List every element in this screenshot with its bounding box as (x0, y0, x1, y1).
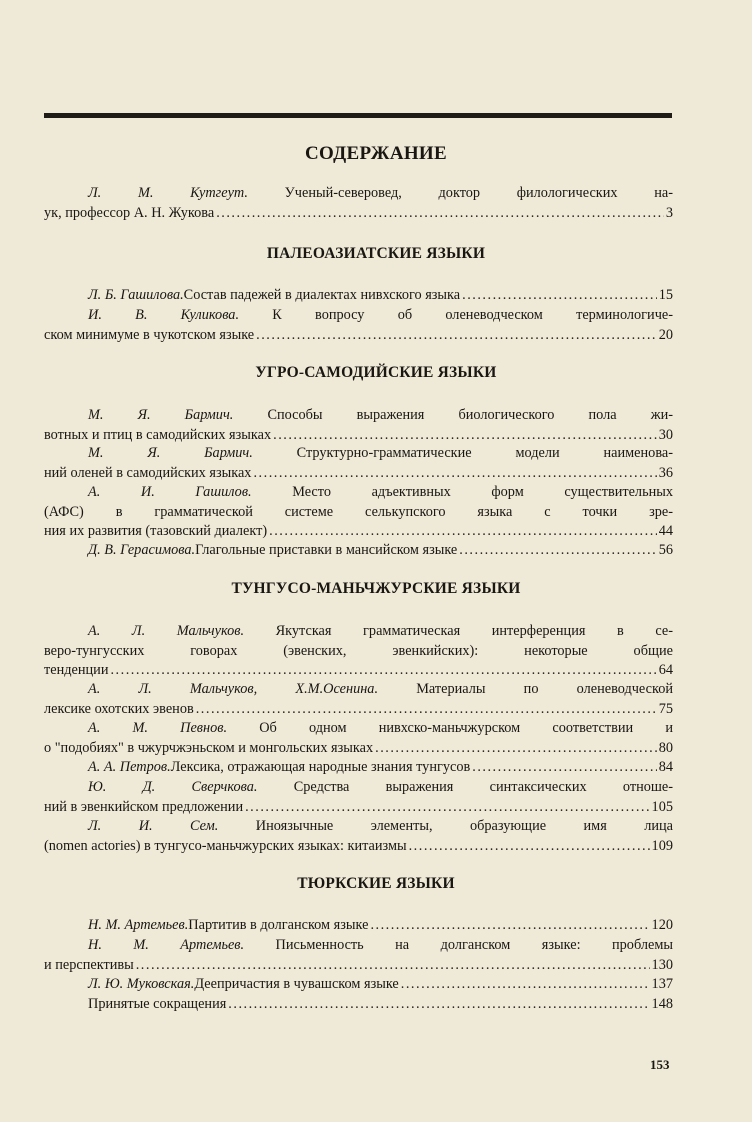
toc-entry (44, 680, 673, 719)
toc-page: 30 (658, 426, 673, 443)
toc-line (88, 975, 673, 995)
toc-author: А. Л. Мальчуков, Х.М.Осенина. (88, 681, 379, 697)
toc-text: лексике охотских эвенов (44, 700, 194, 717)
toc-line (88, 916, 673, 936)
toc-text: Об одном нивхско-маньчжурском соответствии и (227, 720, 673, 736)
toc-line (44, 464, 673, 484)
toc-page: 3 (665, 204, 673, 221)
toc-entry (88, 916, 673, 936)
leader-dots (256, 326, 657, 346)
toc-text: (nomen actories) в тунгусо-маньчжурских языках: китаизмы (44, 837, 407, 854)
leader-dots (245, 798, 649, 818)
leader-dots (370, 916, 649, 936)
toc-page: 84 (658, 759, 673, 775)
leader-dots (216, 204, 664, 224)
section-heading: УГРО-САМОДИЙСКИЕ ЯЗЫКИ (255, 364, 497, 381)
toc-line (88, 719, 673, 739)
toc-entry (44, 817, 673, 856)
toc-author: Л. Ю. Муковская. (88, 976, 195, 992)
toc-page: 80 (658, 739, 673, 756)
toc-line (44, 956, 673, 976)
toc-text: Якутская грамматическая интерференция в се- (244, 623, 673, 639)
toc-text: Ученый-северовед, доктор филологических на- (248, 185, 673, 201)
toc-page: 44 (658, 523, 673, 539)
toc-line (88, 680, 673, 700)
toc-page: 36 (658, 464, 673, 481)
toc-author: А. Л. Мальчуков. (88, 623, 245, 639)
toc-page: 109 (651, 837, 673, 854)
section-heading: ПАЛЕОАЗИАТСКИЕ ЯЗЫКИ (266, 245, 486, 262)
toc-entry (44, 622, 673, 681)
toc-text: ния их развития (тазовский диалект) (44, 523, 268, 539)
toc-page: 75 (658, 700, 673, 717)
toc-line (88, 936, 673, 956)
toc-entry (88, 758, 673, 778)
toc-text: Способы выражения биологического пола жи- (233, 407, 673, 423)
page-number: 153 (650, 1057, 670, 1072)
toc-page: 15 (658, 287, 673, 303)
toc-text: ском минимуме в чукотском языке (44, 326, 255, 343)
section-heading: ТУНГУСО-МАНЬЧЖУРСКИЕ ЯЗЫКИ (231, 580, 521, 597)
toc-text: Состав падежей в диалектах нивхского языка (183, 287, 461, 303)
toc-author: Н. М. Артемьев. (88, 917, 189, 933)
toc-line (44, 798, 673, 818)
page-title: СОДЕРЖАНИЕ (305, 143, 447, 164)
toc-text: Письменность на долганском языке: проблемы (244, 937, 673, 953)
leader-dots (196, 700, 657, 720)
toc-author: М. Я. Бармич. (88, 407, 234, 423)
leader-dots (269, 522, 657, 542)
toc-line (88, 541, 673, 561)
leader-dots (273, 426, 657, 446)
toc-line (44, 204, 673, 224)
toc-text: Принятые сокращения (88, 996, 227, 1012)
section-heading: ТЮРКСКИЕ ЯЗЫКИ (297, 875, 455, 892)
leader-dots (462, 286, 657, 306)
toc-page: 56 (658, 542, 673, 558)
toc-text: Глагольные приставки в мансийском языке (195, 542, 458, 558)
top-rule (44, 113, 672, 118)
toc-text: тенденции (44, 662, 109, 678)
toc-author: А. И. Гашилов. (88, 484, 252, 500)
toc-text: ук, профессор А. Н. Жукова (44, 204, 215, 221)
toc-author: Л. Б. Гашилова. (88, 287, 184, 303)
toc-entry (44, 444, 673, 483)
toc-page: 120 (651, 917, 673, 933)
toc-page: 20 (658, 326, 673, 343)
toc-entry (44, 936, 673, 975)
toc-entry (44, 483, 673, 542)
leader-dots (409, 837, 650, 857)
leader-dots (253, 464, 656, 484)
toc-author: Ю. Д. Сверчкова. (88, 779, 258, 795)
toc-author: А. М. Певнов. (88, 720, 228, 736)
toc-entry (44, 406, 673, 445)
toc-line (88, 406, 673, 426)
toc-line (44, 522, 673, 542)
toc-line (88, 778, 673, 798)
toc-entry (44, 306, 673, 345)
toc-author: Н. М. Артемьев. (88, 937, 245, 953)
leader-dots (459, 541, 656, 561)
toc-author: Л. М. Кутгеут. (88, 185, 248, 201)
toc-author: Л. И. Сем. (88, 818, 219, 834)
toc-text: Деепричастия в чувашском языке (194, 976, 399, 992)
toc-entry (88, 541, 673, 561)
toc-text: К вопросу об оленеводческом терминологиче- (239, 307, 673, 323)
leader-dots (110, 661, 656, 681)
toc-page: 137 (651, 976, 673, 992)
toc-line (44, 503, 673, 523)
toc-text: веро-тунгусских говорах (эвенских, эвенкийских): некоторые общие (44, 642, 673, 659)
toc-entry (88, 975, 673, 995)
toc-page: 148 (651, 996, 673, 1012)
toc-text: и перспективы (44, 956, 134, 973)
toc-entry (88, 995, 673, 1015)
toc-line (44, 739, 673, 759)
toc-entry (44, 778, 673, 817)
toc-text: ний в эвенкийском предложении (44, 798, 244, 815)
toc-page: 130 (651, 956, 673, 973)
toc-line (44, 661, 673, 681)
leader-dots (472, 758, 656, 778)
toc-author: И. В. Куликова. (88, 307, 240, 323)
toc-line (44, 426, 673, 446)
toc-line (88, 184, 673, 204)
toc-text: Место адъективных форм существительных (251, 484, 673, 500)
toc-line (44, 326, 673, 346)
toc-text: ний оленей в самодийских языках (44, 464, 252, 481)
leader-dots (228, 995, 649, 1015)
toc-line (88, 444, 673, 464)
toc-text: (АФС) в грамматической системе селькупского языка с точки зре- (44, 503, 673, 520)
toc-line (44, 700, 673, 720)
toc-line (44, 837, 673, 857)
toc-line (44, 642, 673, 662)
toc-page: 64 (658, 662, 673, 678)
toc-line (88, 483, 673, 503)
leader-dots (136, 956, 650, 976)
toc-text: Лексика, отражающая народные знания тунгусов (170, 759, 471, 775)
leader-dots (401, 975, 650, 995)
toc-page: 105 (651, 798, 673, 815)
toc-line (88, 306, 673, 326)
leader-dots (375, 739, 657, 759)
toc-line (88, 817, 673, 837)
toc-text: Иноязычные элементы, образующие имя лица (218, 818, 673, 834)
toc-line (88, 995, 673, 1015)
toc-entry (44, 719, 673, 758)
toc-text: Средства выражения синтаксических отноше- (257, 779, 673, 795)
toc-text: о "подобиях" в чжурчжэньском и монгольских языках (44, 739, 374, 756)
toc-author: М. Я. Бармич. (88, 445, 253, 461)
toc-author: Д. В. Герасимова. (88, 542, 196, 558)
toc-text: вотных и птиц в самодийских языках (44, 426, 272, 443)
toc-author: А. А. Петров. (88, 759, 171, 775)
toc-text: Материалы по оленеводческой (378, 681, 673, 697)
toc-line (88, 286, 673, 306)
toc-text: Структурно-грамматические модели наименова- (252, 445, 673, 461)
toc-entry-intro (44, 184, 673, 223)
toc-entry (88, 286, 673, 306)
toc-line (88, 758, 673, 778)
toc-line (88, 622, 673, 642)
toc-text: Партитив в долганском языке (188, 917, 369, 933)
